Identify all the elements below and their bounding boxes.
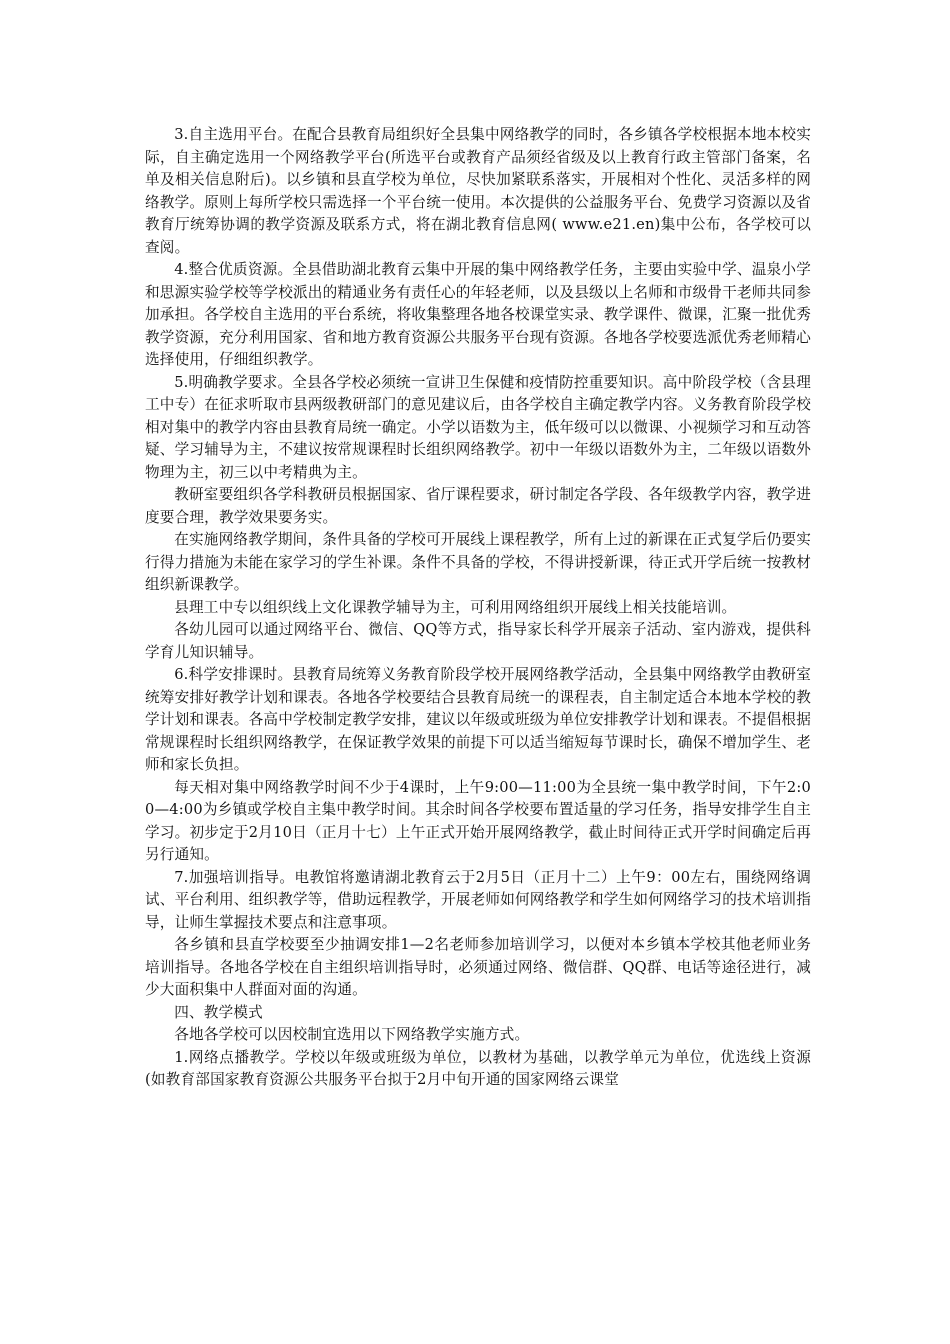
paragraph-mode-intro: 各地各学校可以因校制宜选用以下网络教学实施方式。	[174, 1026, 530, 1043]
document-body	[145, 124, 811, 1092]
paragraph-schedule-arrangement: 6.科学安排课时。县教育局统筹义务教育阶段学校开展网络教学活动，全县集中网络教学由教研室统筹安排好教学计划和课表。各地各学校要结合县教育局统一的课程表，自主制定适合本地本学校的教学计划和课表。各高中学校制定教学安排，建议以年级或班级为单位安排教学计划和课表。不提倡根据常规课程时长组织网络教学，在保证教学效果的前提下可以适当缩短每节课时长，确保不增加学生、老师和家长负担。	[145, 666, 811, 773]
section-heading-teaching-mode: 四、教学模式	[174, 1003, 263, 1021]
paragraph-teaching-research: 教研室要组织各学科教研员根据国家、省厅课程要求，研讨制定各学段、各年级教学内容，教学进度要合理，教学效果要务实。	[145, 486, 811, 526]
paragraph-on-demand-teaching: 1.网络点播教学。学校以年级或班级为单位，以教材为基础，以教学单元为单位，优选线上资源(如教育部国家教育资源公共服务平台拟于2月中旬开通的国家网络云课堂	[145, 1048, 811, 1088]
paragraph-training-guidance: 7.加强培训指导。电教馆将邀请湖北教育云于2月5日（正月十二）上午9：00左右，围绕网络调试、平台利用、组织教学等，借助远程教学，开展老师如何网络教学和学生如何网络学习的技术培训指导，让师生掌握技术要点和注意事项。	[145, 868, 811, 931]
paragraph-online-courses: 在实施网络教学期间，条件具备的学校可开展线上课程教学，所有上过的新课在正式复学后仍要实行得力措施为未能在家学习的学生补课。条件不具备的学校，不得讲授新课，待正式开学后统一按教材组织新课教学。	[145, 531, 811, 593]
paragraph-teaching-requirements: 5.明确教学要求。全县各学校必须统一宣讲卫生保健和疫情防控重要知识。高中阶段学校（含县理工中专）在征求听取市县两级教研部门的意见建议后，由各学校自主确定教学内容。义务教育阶段学校相对集中的教学内容由县教育局统一确定。小学以语数为主，低年级可以以微课、小视频学习和互动答疑、学习辅导为主，不建议按常规课程时长组织网络教学。初中一年级以语数外为主，二年级以语数外物理为主，初三以中考精典为主。	[145, 373, 811, 481]
paragraph-integrate-resources: 4.整合优质资源。全县借助湖北教育云集中开展的集中网络教学任务，主要由实验中学、温泉小学和思源实验学校等学校派出的精通业务有责任心的年轻老师，以及县级以上名师和市级骨干老师共同参加承担。各学校自主选用的平台系统，将收集整理各地各校课堂实录、教学课件、微课，汇聚一批优秀教学资源，充分利用国家、省和地方教育资源公共服务平台现有资源。各地各学校要选派优秀老师精心选择使用，仔细组织教学。	[145, 261, 811, 368]
paragraph-daily-hours: 每天相对集中网络教学时间不少于4课时，上午9:00—11:00为全县统一集中教学时间，下午2:00—4:00为乡镇或学校自主集中教学时间。其余时间各学校要布置适量的学习任务，指导安排学生自主学习。初步定于2月10日（正月十七）上午正式开始开展网络教学，截止时间待正式开学时间确定后再另行通知。	[145, 778, 811, 863]
paragraph-vocational-school: 县理工中专以组织线上文化课教学辅导为主，可利用网络组织开展线上相关技能培训。	[174, 598, 737, 616]
paragraph-training-staff: 各乡镇和县直学校要至少抽调安排1—2名老师参加培训学习，以便对本乡镇本学校其他老师业务培训指导。各地各学校在自主组织培训指导时，必须通过网络、微信群、QQ群、电话等途径进行，减少大面积集中人群面对面的沟通。	[145, 936, 811, 998]
paragraph-platform-selection: 3.自主选用平台。在配合县教育局组织好全县集中网络教学的同时，各乡镇各学校根据本地本校实际，自主确定选用一个网络教学平台(所选平台或教育产品须经省级及以上教育行政主管部门备案，名单及相关信息附后)。以乡镇和县直学校为单位，尽快加紧联系落实，开展相对个性化、灵活多样的网络教学。原则上每所学校只需选择一个平台统一使用。本次提供的公益服务平台、免费学习资源以及省教育厅统筹协调的教学资源及联系方式，将在湖北教育信息网( www.e21.en)集中公布，各学校可以查阅。	[145, 126, 811, 256]
paragraph-kindergarten: 各幼儿园可以通过网络平台、微信、QQ等方式，指导家长科学开展亲子活动、室内游戏，提供科学育儿知识辅导。	[145, 621, 811, 661]
